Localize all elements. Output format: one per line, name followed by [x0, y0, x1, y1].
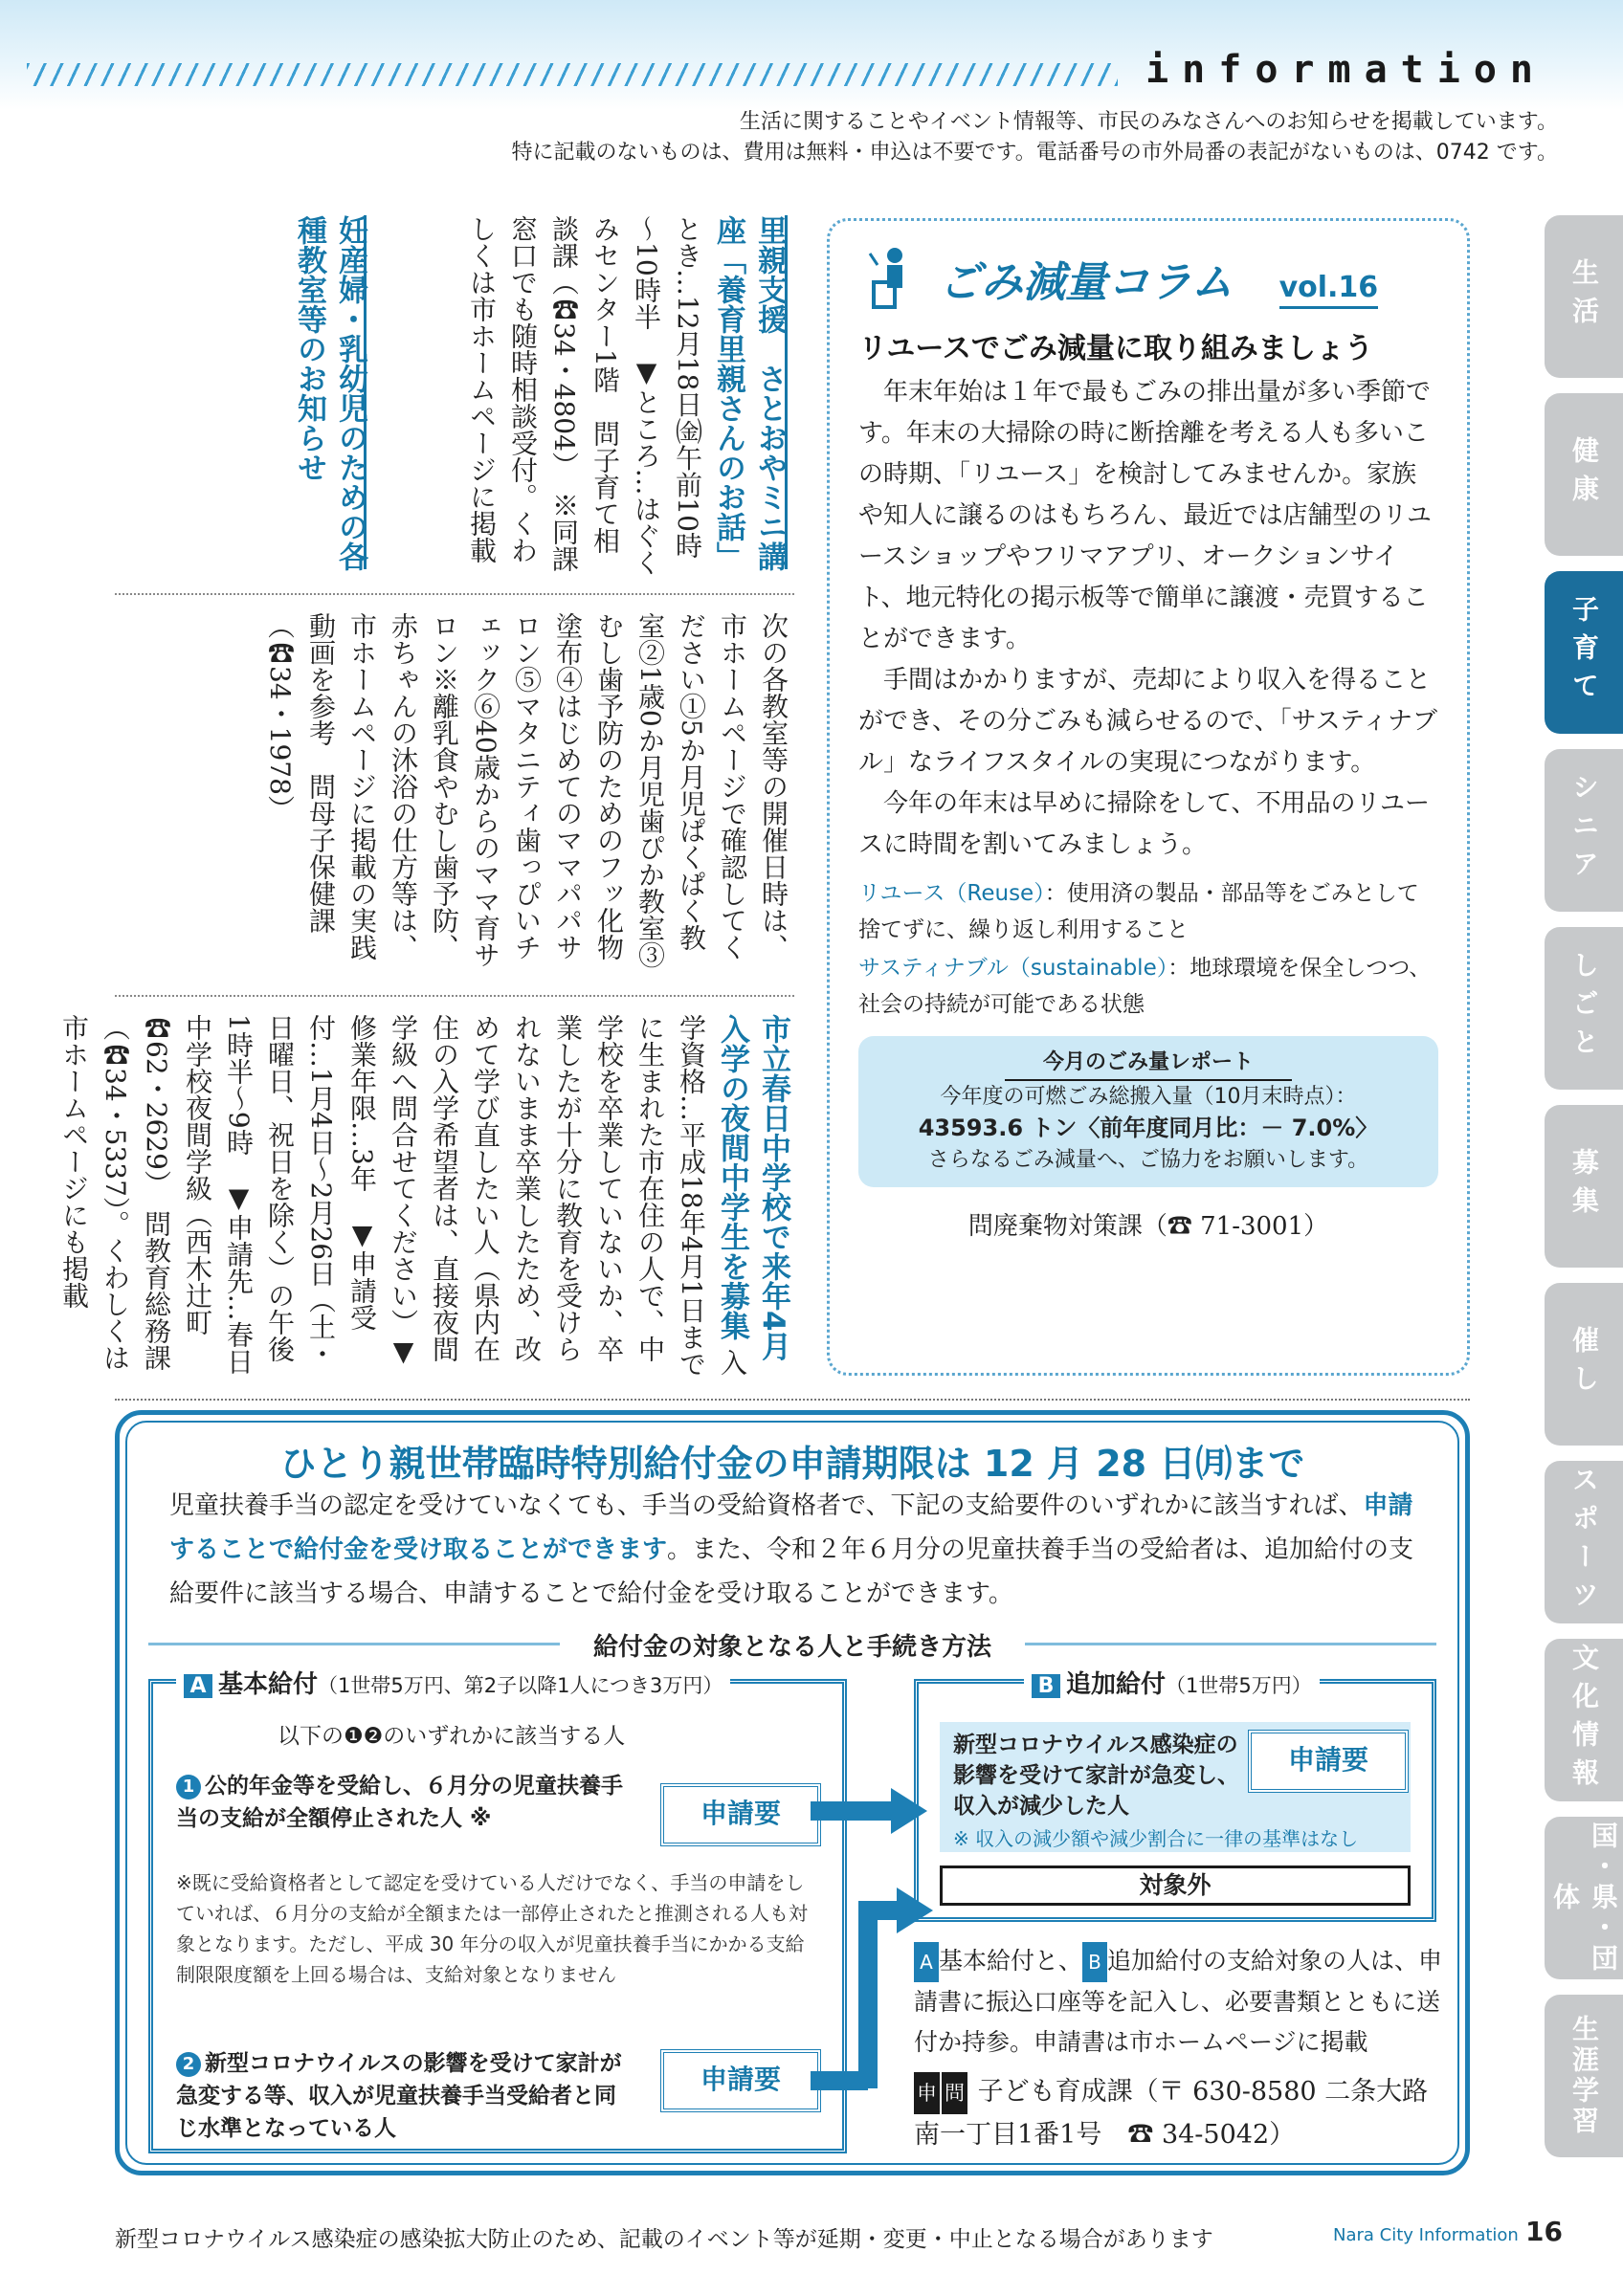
additional-condition-text: 新型コロナウイルス感染症の影響を受けて家計が急変し、収入が減少した人 — [953, 1733, 1239, 1819]
article-satooya-heading: 里親支援 さとおやミニ講座「養育里親さんのお話」 — [711, 215, 787, 571]
article-yakan — [58, 1014, 794, 1378]
article-ninsanpu-top — [142, 215, 371, 579]
benefit-title: ひとり親世帯臨時特別給付金の申請期限は 12 月 28 日㈪まで — [279, 1443, 1305, 1485]
gomi-column — [827, 218, 1470, 1376]
header-title: information — [1145, 48, 1546, 92]
article-divider — [115, 995, 794, 997]
intro-text: 児童扶養手当の認定を受けていなくても、手当の受給資格者で、下記の支給要件のいずれかに該当すれば、 — [169, 1491, 1364, 1520]
article-ninsanpu-body: 次の各教室等の開催日時は、市ホームページで確認してください①5か月児ぱくぱく教室②1歳0か月児歯ぴか教室③むし歯予防のためのフッ化物塗布④はじめてのママパパサロン⑤マタニティ歯っぴいチェック⑥40歳からのママ育サロン※離乳食やむし歯予防、赤ちゃんの沐浴の仕方等は、市ホームページに掲載の実践動画を参考 問母子保健課（☎34・1978） — [264, 612, 789, 968]
article-satooya-body: とき…12月18日㈮午前10時～10時半 ▼ところ…はぐくみセンター1階 問子育て相談課（☎34・4804） ※同課窓口でも随時相談受付。くわしくは市ホームページに掲載 — [466, 215, 703, 576]
tag-b: B — [1082, 1942, 1107, 1982]
number-2-icon: 2 — [176, 2052, 201, 2077]
tab-sports[interactable]: スポーツ — [1545, 1461, 1623, 1623]
tab-govt[interactable]: 国・県・団体 — [1545, 1817, 1623, 1979]
article-ninsanpu-heading: 妊産婦・乳幼児のための各種教室等のお知らせ — [292, 215, 367, 571]
gomi-report — [858, 1036, 1438, 1187]
article-divider — [115, 593, 794, 595]
report-figure: 43593.6 トン〈前年度同月比：－ 7.0%〉 — [918, 1115, 1379, 1141]
tab-recruit[interactable]: 募集 — [1545, 1105, 1623, 1268]
trash-person-icon — [866, 246, 922, 309]
both-benefits-note — [914, 1941, 1450, 2063]
tag-b: B — [1032, 1674, 1060, 1698]
article-yakan-body: 入学資格…平成18年4月1日までに生まれた市在住の人で、中学校を卒業していないか、卒業したが十分に教育を受けられないまま卒業したため、改めて学び直したい人（県内在住の入学希望者は、直接夜間学級へ問合せてください）▼修業年限…3年 ▼申請受付…1月4日～2月26日（土・日曜日、祝日を除く）の午後1時半～9時 ▼申請先…春日中学校夜間学級（西木辻町 ☎62・2629） 問教育総務課（☎34・5337）。くわしくは市ホームページにも掲載 — [58, 1014, 748, 1378]
gomi-title: ごみ減量コラム — [939, 258, 1234, 307]
not-eligible-label: 対象外 — [940, 1866, 1411, 1906]
additional-benefit-label — [1024, 1665, 1320, 1700]
benefit-contact — [914, 2071, 1450, 2156]
gomi-definition-sustainable — [858, 950, 1438, 1023]
both-text: 追加給付の支給対象の人は、申請書に振込口座等を記入し、必要書類とともに送付か持参。申請書は市ホームページに掲載 — [914, 1947, 1443, 2056]
footer-brand: Nara City Information — [1333, 2225, 1519, 2245]
label-text: 追加給付 — [1066, 1670, 1167, 1699]
label-small: （1世帯5万円、第2子以降1人につき3万円） — [318, 1674, 723, 1697]
additional-benefit-box — [914, 1670, 1436, 1922]
additional-note: ※ 収入の減少額や減少割合に一律の基準はなし — [953, 1827, 1359, 1850]
footer-note: 新型コロナウイルス感染症の感染拡大防止のため、記載のイベント等が延期・変更・中止となる場合があります — [115, 2227, 1213, 2252]
article-yakan-heading: 市立春日中学校で来年4月入学の夜間中学生を募集 — [715, 1014, 790, 1361]
apply-required-badge: 申請要 — [660, 1783, 821, 1846]
gomi-vol: vol.16 — [1279, 271, 1379, 309]
benefit-section-heading: 給付金の対象となる人と手続き方法 — [148, 1627, 1436, 1663]
gomi-contact: 問廃棄物対策課（☎ 71-3001） — [967, 1212, 1329, 1241]
section-divider — [115, 1399, 1470, 1401]
intro-highlight: 申請することで給付金を受け取ることができます — [169, 1491, 1413, 1564]
page-number: 16 — [1525, 2216, 1563, 2247]
basic-item-2 — [176, 2047, 635, 2145]
report-line: 今年度の可燃ごみ総搬入量（10月末時点）： — [940, 1085, 1357, 1109]
basic-item-1 — [176, 1770, 635, 1835]
benefit-intro — [169, 1484, 1427, 1616]
apply-required-badge: 申請要 — [660, 2049, 821, 2112]
arrow-shaft — [811, 1801, 893, 1821]
report-title: 今月のごみ量レポート — [1005, 1046, 1292, 1081]
tab-senior[interactable]: シニア — [1545, 749, 1623, 912]
gomi-para: 今年の年末は早めに掃除をして、不用品のリユースに時間を割いてみましょう。 — [858, 789, 1430, 859]
def-text: ：地球環境を保全しつつ、社会の持続が可能である状態 — [858, 956, 1432, 1017]
gomi-para: 年末年始は１年で最もごみの排出量が多い季節です。年末の大掃除の時に断捨離を考える人も多いこの時期、「リユース」を検討してみませんか。家族や知人に譲るのはもちろん、最近では店舗型のリユースショップやフリマアプリ、オークションサイト、地元特化の掲示板等で簡単に譲渡・売買することができます。 — [858, 378, 1433, 653]
tab-culture[interactable]: 文化情報 — [1545, 1639, 1623, 1801]
both-text: 基本給付と、 — [939, 1947, 1083, 1975]
inquiry-mark-icon: 問 — [942, 2072, 967, 2114]
arrow-shaft — [858, 1901, 878, 2088]
article-satooya — [466, 215, 790, 579]
gomi-definition-reuse — [858, 875, 1438, 948]
basic-benefit-label — [176, 1665, 730, 1700]
item-text: 公的年金等を受給し、６月分の児童扶養手当の支給が全額停止された人 ※ — [176, 1774, 623, 1831]
label-text: 基本給付 — [218, 1670, 319, 1699]
tab-work[interactable]: しごと — [1545, 927, 1623, 1090]
intro-text: 。また、令和２年６月分の児童扶養手当の受給者は、追加給付の支給要件に該当する場合、申請することで給付金を受け取ることができます。 — [169, 1535, 1414, 1608]
tab-health[interactable]: 健康 — [1545, 393, 1623, 556]
report-line: さらなるごみ減量へ、ご協力をお願いします。 — [927, 1148, 1369, 1172]
gomi-title-row — [866, 246, 1438, 309]
benefit-box — [115, 1410, 1470, 2175]
tab-life[interactable]: 生活 — [1545, 215, 1623, 378]
header-stripes — [27, 63, 1118, 86]
gomi-subtitle: リユースでごみ減量に取り組みましょう — [858, 332, 1373, 365]
header-line-2: 特に記載のないものは、費用は無料・申込は不要です。電話番号の市外局番の表記がないものは、0742 です。 — [511, 141, 1558, 165]
tab-events[interactable]: 催し — [1545, 1283, 1623, 1446]
apply-mark-icon: 申 — [914, 2072, 940, 2114]
def-text: ：使用済の製品・部品等をごみとして捨てずに、繰り返し利用すること — [858, 881, 1419, 942]
contact-text: 子ども育成課（〒 630-8580 二条大路南一丁目1番1号 ☎ 34-5042） — [914, 2077, 1429, 2150]
basic-benefit-box — [148, 1670, 847, 2153]
def-term: サスティナブル（sustainable） — [858, 956, 1168, 981]
basic-condition: 以下の❶❷のいずれかに該当する人 — [278, 1724, 626, 1749]
item-text: 新型コロナウイルスの影響を受けて家計が急変する等、収入が児童扶養手当受給者と同じ水準となっている人 — [176, 2051, 622, 2141]
tab-lifelong-learning[interactable]: 生涯学習 — [1545, 1995, 1623, 2157]
tag-a: A — [914, 1942, 939, 1982]
basic-note: ※既に受給資格者として認定を受けている人だけでなく、手当の申請をしていれば、６月分の支給が全額または一部停止されたと推測される人も対象となります。ただし、平成 30 年分の収入が児童扶養手当にかかる支給制限限度額を上回る場合は、支給対象となりません — [176, 1871, 808, 1986]
header-line-1: 生活に関することやイベント情報等、市民のみなさんへのお知らせを掲載しています。 — [739, 110, 1558, 134]
gomi-para: 手間はかかりますが、売却により収入を得ることができ、その分ごみも減らせるので、「サスティナブル」なライフスタイルの実現につながります。 — [858, 666, 1438, 777]
apply-required-badge: 申請要 — [1248, 1730, 1409, 1793]
number-1-icon: 1 — [176, 1775, 201, 1799]
label-small: （1世帯5万円） — [1166, 1674, 1312, 1697]
tag-a: A — [184, 1674, 212, 1698]
def-term: リユース（Reuse） — [858, 881, 1045, 906]
tab-childcare[interactable]: 子育て — [1545, 571, 1623, 734]
